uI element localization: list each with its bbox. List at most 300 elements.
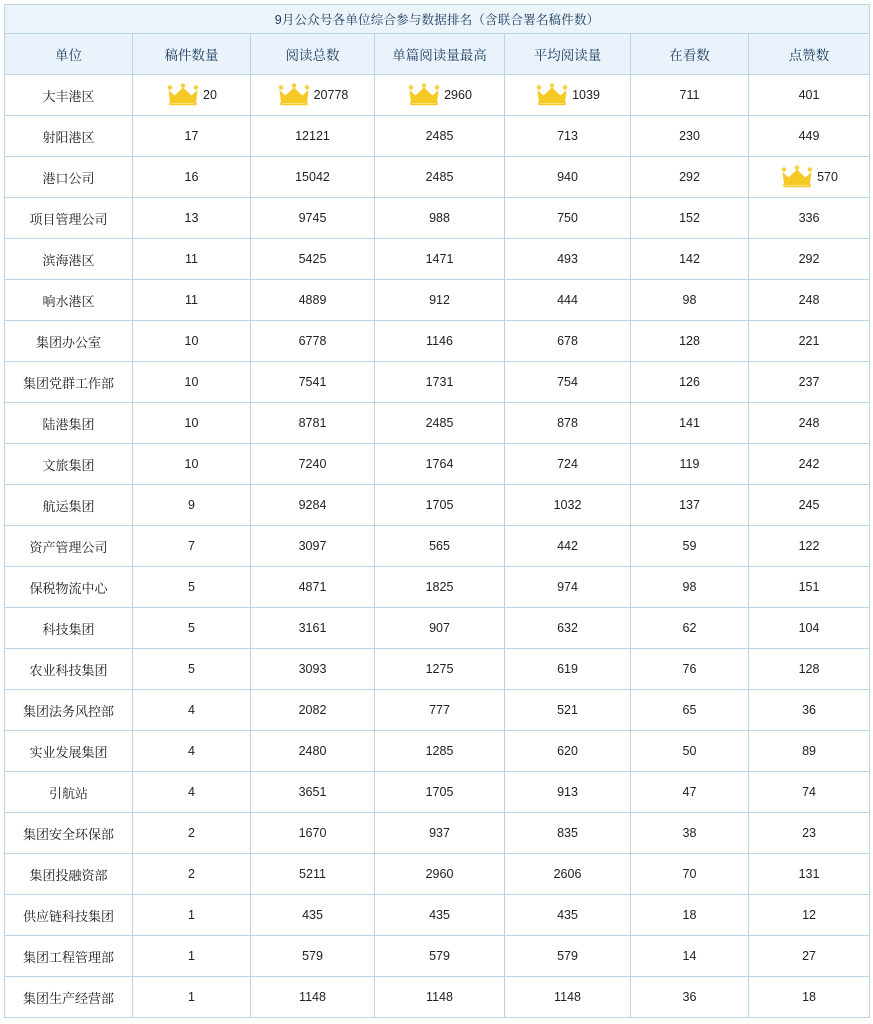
metric-cell [133,567,251,608]
metric-value: 245 [798,497,820,512]
metric-value: 18 [802,989,816,1004]
table-title: 9月公众号各单位综合参与数据排名（含联合署名稿件数） [5,5,870,34]
metric-cell [133,977,251,1018]
unit-name: 集团投融资部 [5,854,133,895]
metric-value: 89 [802,743,816,758]
metric-cell [749,362,870,403]
metric-value: 1148 [554,989,581,1004]
metric-cell [631,239,749,280]
metric-value: 27 [802,948,816,963]
table-row [5,813,870,854]
metric-value: 5211 [299,866,326,881]
metric-value: 6778 [298,333,327,348]
metric-value: 632 [557,620,578,635]
metric-cell [251,936,375,977]
metric-cell [505,690,631,731]
metric-value: 1275 [425,661,454,676]
metric-value: 565 [429,538,450,553]
metric-cell [375,116,505,157]
metric-cell [749,526,870,567]
metric-value: 2485 [425,415,454,430]
metric-cell [749,157,870,198]
metric-cell [749,895,870,936]
metric-value: 3093 [298,661,327,676]
metric-value: 1 [188,948,195,963]
metric-value: 122 [798,538,820,553]
crown-icon [166,83,200,107]
table-header-row [5,34,870,75]
metric-cell [251,649,375,690]
metric-cell [505,403,631,444]
metric-value: 912 [429,292,450,307]
metric-cell [133,157,251,198]
metric-value: 10 [184,374,199,389]
metric-value: 9284 [298,497,327,512]
metric-cell [133,813,251,854]
metric-value: 620 [557,743,578,758]
metric-cell [133,280,251,321]
metric-cell [375,239,505,280]
metric-value: 47 [682,784,697,799]
metric-cell [749,280,870,321]
metric-value: 1285 [425,743,454,758]
metric-value: 678 [557,333,578,348]
column-header-3: 单篇阅读量最高 [375,34,505,75]
metric-value: 4 [188,784,195,799]
metric-value: 2960 [444,87,472,102]
metric-cell [375,444,505,485]
metric-value: 4889 [298,292,327,307]
metric-value: 2960 [425,866,454,881]
metric-cell [133,608,251,649]
metric-value: 15042 [295,169,330,184]
metric-value: 12121 [295,128,330,143]
metric-value: 937 [429,825,450,840]
metric-cell [631,936,749,977]
metric-cell [505,772,631,813]
unit-name: 大丰港区 [5,75,133,116]
metric-cell [631,198,749,239]
metric-value: 878 [557,415,578,430]
metric-value: 493 [557,251,578,266]
table-row [5,157,870,198]
unit-name: 响水港区 [5,280,133,321]
metric-cell [749,485,870,526]
metric-value: 7240 [298,456,327,471]
metric-cell [375,485,505,526]
metric-cell [251,854,375,895]
metric-value: 10 [184,333,199,348]
metric-value: 442 [557,538,578,553]
metric-cell [631,116,749,157]
table-row [5,772,870,813]
unit-name: 集团法务风控部 [5,690,133,731]
metric-cell [133,198,251,239]
column-header-6: 点赞数 [749,34,870,75]
metric-value: 9 [188,497,195,512]
unit-name: 实业发展集团 [5,731,133,772]
metric-cell [375,362,505,403]
table-row [5,280,870,321]
metric-value: 248 [798,415,820,430]
unit-name: 项目管理公司 [5,198,133,239]
metric-value: 237 [798,374,820,389]
metric-value: 141 [679,415,700,430]
metric-value: 713 [557,128,578,143]
metric-value: 50 [682,743,697,758]
metric-cell [251,116,375,157]
metric-cell [251,239,375,280]
metric-value: 104 [798,620,820,635]
table-row [5,608,870,649]
metric-cell [133,116,251,157]
metric-cell [251,977,375,1018]
table-row [5,116,870,157]
metric-cell [505,608,631,649]
metric-value: 14 [682,948,697,963]
metric-cell [505,362,631,403]
metric-value: 4 [188,743,195,758]
metric-value: 36 [802,702,816,717]
metric-cell [505,567,631,608]
metric-value: 336 [798,210,820,225]
metric-value: 18 [682,907,697,922]
metric-cell [133,649,251,690]
metric-cell [749,198,870,239]
metric-cell [505,485,631,526]
metric-cell [631,649,749,690]
ranking-table [4,4,870,1018]
metric-cell [375,526,505,567]
metric-value: 292 [679,169,700,184]
table-row [5,854,870,895]
metric-value: 16 [184,169,199,184]
metric-value: 907 [429,620,450,635]
metric-cell [133,239,251,280]
metric-cell [375,157,505,198]
metric-value: 1148 [299,989,326,1004]
metric-cell [631,526,749,567]
metric-value: 1146 [426,333,453,348]
metric-value: 4871 [298,579,327,594]
metric-cell [631,772,749,813]
metric-cell [631,690,749,731]
metric-cell [251,75,375,116]
metric-value: 913 [557,784,578,799]
metric-value: 579 [302,948,323,963]
metric-value: 128 [798,661,820,676]
metric-cell [749,75,870,116]
metric-cell [251,895,375,936]
metric-value: 126 [679,374,700,389]
metric-value: 570 [817,169,838,184]
metric-cell [375,403,505,444]
metric-cell [251,731,375,772]
table-row [5,403,870,444]
unit-name: 集团党群工作部 [5,362,133,403]
metric-value: 835 [557,825,578,840]
metric-value: 98 [682,292,697,307]
column-header-1: 稿件数量 [133,34,251,75]
metric-cell [133,731,251,772]
metric-value: 17 [184,128,199,143]
metric-cell [631,608,749,649]
table-row [5,567,870,608]
metric-cell [375,608,505,649]
metric-cell [749,239,870,280]
metric-cell [251,608,375,649]
metric-cell [133,75,251,116]
metric-value: 777 [429,702,450,717]
metric-value: 10 [184,415,199,430]
metric-value: 435 [429,907,450,922]
metric-cell [133,936,251,977]
crown-icon [407,83,441,107]
unit-name: 科技集团 [5,608,133,649]
metric-value: 1764 [425,456,454,471]
metric-cell [251,567,375,608]
metric-cell [749,854,870,895]
metric-cell [749,936,870,977]
metric-value: 128 [679,333,700,348]
metric-value: 36 [682,989,697,1004]
unit-name: 文旅集团 [5,444,133,485]
metric-value: 619 [557,661,578,676]
metric-cell [251,772,375,813]
metric-value: 230 [679,128,700,143]
metric-cell [505,977,631,1018]
metric-cell [251,280,375,321]
metric-cell [505,239,631,280]
metric-value: 579 [429,948,450,963]
metric-cell [133,772,251,813]
metric-value: 38 [682,825,697,840]
unit-name: 陆港集团 [5,403,133,444]
metric-value: 98 [682,579,697,594]
metric-value: 12 [802,907,816,922]
metric-value: 5425 [298,251,327,266]
table-row [5,198,870,239]
metric-value: 940 [557,169,578,184]
metric-cell [251,321,375,362]
metric-value: 76 [682,661,697,676]
table-row [5,977,870,1018]
metric-cell [749,649,870,690]
metric-value: 724 [557,456,578,471]
metric-cell [133,854,251,895]
metric-value: 13 [184,210,199,225]
metric-cell [749,977,870,1018]
table-body [5,5,870,1018]
table-row [5,731,870,772]
metric-value: 20778 [313,87,349,102]
metric-value: 20 [203,87,217,102]
metric-cell [631,321,749,362]
unit-name: 农业科技集团 [5,649,133,690]
metric-cell [375,690,505,731]
metric-cell [749,567,870,608]
metric-value: 2 [188,866,195,881]
metric-value: 74 [802,784,816,799]
metric-value: 1705 [425,497,454,512]
metric-value: 59 [682,538,697,553]
metric-cell [251,157,375,198]
metric-cell [631,854,749,895]
metric-value: 1032 [553,497,582,512]
metric-cell [631,75,749,116]
metric-cell [375,75,505,116]
metric-cell [375,813,505,854]
metric-cell [375,936,505,977]
unit-name: 供应链科技集团 [5,895,133,936]
metric-cell [251,403,375,444]
metric-cell [133,362,251,403]
metric-cell [251,526,375,567]
metric-value: 5 [188,661,195,676]
metric-cell [631,731,749,772]
metric-value: 5 [188,620,195,635]
table-row [5,239,870,280]
metric-cell [375,895,505,936]
metric-value: 137 [679,497,700,512]
unit-name: 航运集团 [5,485,133,526]
metric-value: 1 [188,907,195,922]
metric-cell [375,321,505,362]
metric-value: 8781 [298,415,327,430]
metric-value: 11 [185,251,198,266]
metric-value: 7 [188,538,195,553]
metric-cell [375,567,505,608]
table-title-row [5,5,870,34]
metric-value: 2082 [298,702,327,717]
table-row [5,690,870,731]
metric-value: 9745 [298,210,327,225]
metric-value: 142 [679,251,700,266]
metric-cell [375,731,505,772]
metric-value: 23 [802,825,816,840]
table-row [5,649,870,690]
metric-cell [631,567,749,608]
metric-cell [631,362,749,403]
metric-value: 3651 [298,784,327,799]
metric-value: 131 [798,866,820,881]
metric-cell [251,690,375,731]
metric-cell [133,321,251,362]
table-row [5,526,870,567]
metric-value: 5 [188,579,195,594]
metric-value: 750 [557,210,578,225]
unit-name: 集团工程管理部 [5,936,133,977]
metric-cell [133,895,251,936]
unit-name: 集团办公室 [5,321,133,362]
metric-cell [505,526,631,567]
metric-value: 1 [188,989,195,1004]
metric-cell [133,403,251,444]
metric-cell [251,485,375,526]
metric-value: 2480 [298,743,327,758]
metric-value: 1731 [425,374,454,389]
table-row [5,936,870,977]
metric-cell [375,198,505,239]
metric-cell [749,608,870,649]
metric-value: 444 [557,292,578,307]
metric-value: 2485 [425,128,454,143]
crown-icon [780,165,814,189]
metric-cell [505,895,631,936]
metric-cell [375,772,505,813]
crown-icon [535,83,569,107]
metric-cell [749,731,870,772]
metric-cell [505,936,631,977]
metric-cell [375,977,505,1018]
metric-value: 1825 [425,579,454,594]
metric-value: 1670 [298,825,327,840]
metric-cell [251,362,375,403]
metric-cell [631,444,749,485]
metric-value: 2485 [425,169,454,184]
metric-cell [251,813,375,854]
unit-name: 集团安全环保部 [5,813,133,854]
metric-value: 521 [557,702,578,717]
metric-value: 1148 [426,989,453,1004]
metric-cell [631,485,749,526]
metric-value: 711 [679,87,700,102]
metric-cell [505,649,631,690]
metric-cell [631,977,749,1018]
metric-cell [133,485,251,526]
metric-value: 10 [184,456,199,471]
metric-cell [631,280,749,321]
metric-value: 70 [682,866,697,881]
metric-cell [505,198,631,239]
metric-value: 754 [557,374,578,389]
metric-value: 119 [679,456,700,471]
metric-value: 3097 [298,538,327,553]
table-row [5,75,870,116]
unit-name: 资产管理公司 [5,526,133,567]
metric-value: 1471 [425,251,454,266]
metric-cell [749,690,870,731]
metric-value: 292 [798,251,820,266]
metric-value: 3161 [298,620,327,635]
metric-cell [749,116,870,157]
unit-name: 射阳港区 [5,116,133,157]
metric-cell [505,116,631,157]
metric-cell [749,444,870,485]
metric-cell [375,854,505,895]
metric-cell [505,75,631,116]
metric-value: 435 [302,907,323,922]
metric-value: 242 [798,456,820,471]
metric-value: 401 [798,87,820,102]
column-header-0: 单位 [5,34,133,75]
metric-cell [505,280,631,321]
table-row [5,895,870,936]
table-row [5,321,870,362]
metric-cell [133,690,251,731]
metric-cell [505,157,631,198]
metric-cell [631,895,749,936]
metric-cell [133,444,251,485]
metric-value: 988 [429,210,450,225]
metric-value: 1039 [572,87,600,102]
metric-cell [505,813,631,854]
metric-value: 2606 [553,866,582,881]
metric-cell [251,444,375,485]
metric-value: 65 [682,702,697,717]
metric-cell [505,731,631,772]
metric-cell [749,321,870,362]
